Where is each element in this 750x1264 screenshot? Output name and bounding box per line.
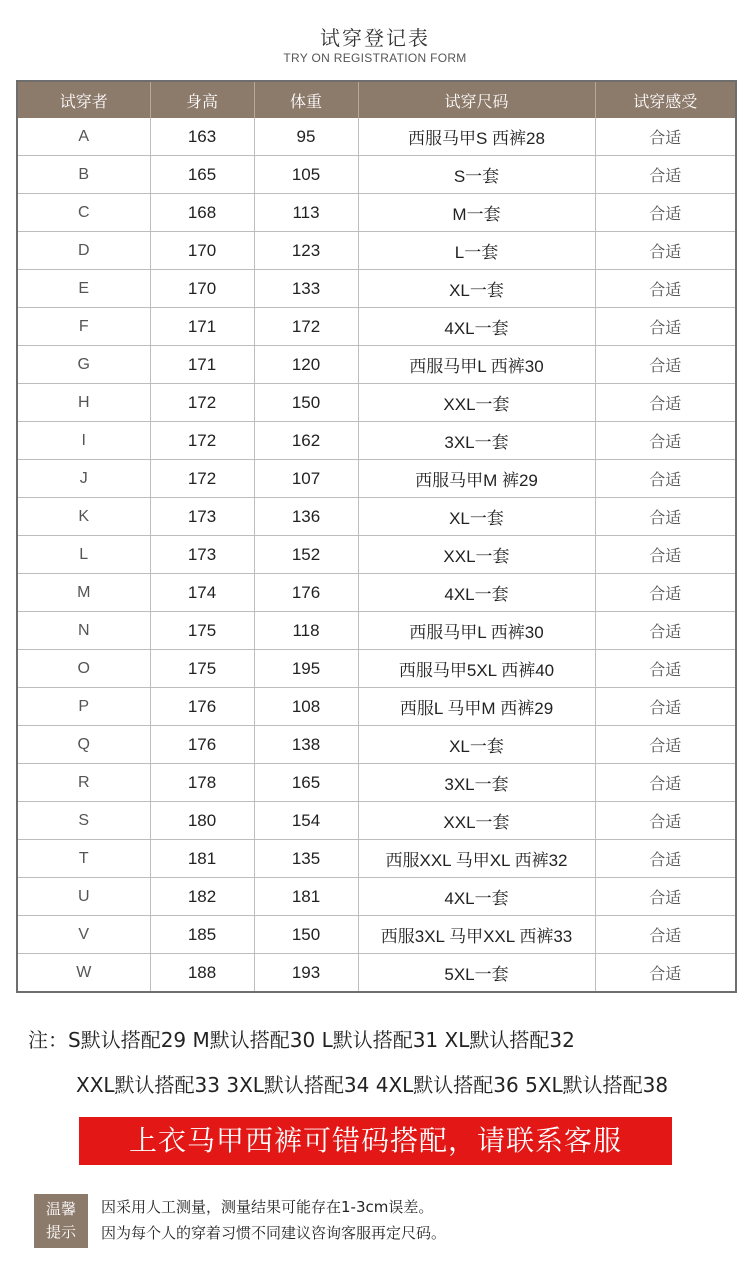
cell-feeling: 合适 — [595, 156, 736, 194]
cell-feeling: 合适 — [595, 232, 736, 270]
cell-height: 168 — [150, 194, 254, 232]
cell-size: 西服XXL 马甲XL 西裤32 — [358, 840, 595, 878]
cell-feeling: 合适 — [595, 308, 736, 346]
cell-tester: W — [17, 954, 150, 993]
column-header-weight: 体重 — [254, 81, 358, 118]
cell-size: 西服3XL 马甲XXL 西裤33 — [358, 916, 595, 954]
cell-weight: 108 — [254, 688, 358, 726]
cell-feeling: 合适 — [595, 118, 736, 156]
cell-feeling: 合适 — [595, 194, 736, 232]
cell-tester: R — [17, 764, 150, 802]
cell-feeling: 合适 — [595, 726, 736, 764]
table-row — [17, 422, 736, 460]
cell-size: 西服马甲5XL 西裤40 — [358, 650, 595, 688]
cell-weight: 176 — [254, 574, 358, 612]
cell-height: 174 — [150, 574, 254, 612]
tip-text-line-1: 因采用人工测量，测量结果可能存在1-3cm误差。 — [101, 1198, 434, 1216]
cell-height: 172 — [150, 422, 254, 460]
cell-size: 3XL一套 — [358, 422, 595, 460]
cell-height: 172 — [150, 384, 254, 422]
cell-tester: I — [17, 422, 150, 460]
cell-tester: N — [17, 612, 150, 650]
cell-feeling: 合适 — [595, 878, 736, 916]
cell-height: 185 — [150, 916, 254, 954]
table-row — [17, 194, 736, 232]
column-header-height: 身高 — [150, 81, 254, 118]
cell-tester: V — [17, 916, 150, 954]
cell-feeling: 合适 — [595, 688, 736, 726]
cell-size: L一套 — [358, 232, 595, 270]
cell-height: 181 — [150, 840, 254, 878]
cell-feeling: 合适 — [595, 536, 736, 574]
table-row — [17, 536, 736, 574]
cell-weight: 113 — [254, 194, 358, 232]
cell-height: 180 — [150, 802, 254, 840]
cell-feeling: 合适 — [595, 916, 736, 954]
column-header-size: 试穿尺码 — [358, 81, 595, 118]
table-row — [17, 612, 736, 650]
cell-feeling: 合适 — [595, 764, 736, 802]
table-row — [17, 118, 736, 156]
table-row — [17, 460, 736, 498]
table-row — [17, 232, 736, 270]
table-row — [17, 954, 736, 993]
cell-size: XXL一套 — [358, 536, 595, 574]
tip-text-line-2: 因为每个人的穿着习惯不同建议咨询客服再定尺码。 — [101, 1224, 447, 1242]
cell-tester: F — [17, 308, 150, 346]
cell-feeling: 合适 — [595, 574, 736, 612]
cell-size: 3XL一套 — [358, 764, 595, 802]
cell-feeling: 合适 — [595, 460, 736, 498]
cell-weight: 105 — [254, 156, 358, 194]
table-row — [17, 688, 736, 726]
cell-tester: O — [17, 650, 150, 688]
tip-label-line-2: 提示 — [45, 1223, 76, 1241]
table-row — [17, 270, 736, 308]
registration-table-container — [16, 80, 735, 993]
cell-size: 西服马甲M 裤29 — [358, 460, 595, 498]
table-row — [17, 916, 736, 954]
cell-tester: S — [17, 802, 150, 840]
cell-weight: 172 — [254, 308, 358, 346]
cell-weight: 118 — [254, 612, 358, 650]
cell-tester: P — [17, 688, 150, 726]
cell-size: S一套 — [358, 156, 595, 194]
cell-feeling: 合适 — [595, 270, 736, 308]
cell-feeling: 合适 — [595, 802, 736, 840]
cell-tester: E — [17, 270, 150, 308]
column-header-feeling: 试穿感受 — [595, 81, 736, 118]
cell-feeling: 合适 — [595, 498, 736, 536]
cell-height: 188 — [150, 954, 254, 993]
cell-tester: C — [17, 194, 150, 232]
cell-height: 170 — [150, 270, 254, 308]
table-row — [17, 878, 736, 916]
cell-size: XXL一套 — [358, 802, 595, 840]
cell-tester: A — [17, 118, 150, 156]
registration-table — [16, 80, 737, 993]
cell-tester: L — [17, 536, 150, 574]
table-row — [17, 574, 736, 612]
cell-weight: 136 — [254, 498, 358, 536]
cell-tester: G — [17, 346, 150, 384]
table-row — [17, 840, 736, 878]
table-row — [17, 384, 736, 422]
table-row — [17, 802, 736, 840]
cell-weight: 165 — [254, 764, 358, 802]
cell-weight: 193 — [254, 954, 358, 993]
note-line-2: XXL默认搭配33 3XL默认搭配34 4XL默认搭配36 5XL默认搭配38 — [76, 1073, 669, 1097]
cell-height: 163 — [150, 118, 254, 156]
table-row — [17, 346, 736, 384]
cell-feeling: 合适 — [595, 346, 736, 384]
cell-tester: D — [17, 232, 150, 270]
cell-size: 西服马甲L 西裤30 — [358, 346, 595, 384]
cell-weight: 120 — [254, 346, 358, 384]
cell-tester: J — [17, 460, 150, 498]
page-subtitle: TRY ON REGISTRATION FORM — [283, 51, 467, 65]
cell-tester: U — [17, 878, 150, 916]
table-body — [17, 118, 736, 992]
cell-height: 165 — [150, 156, 254, 194]
cell-height: 176 — [150, 688, 254, 726]
cell-tester: Q — [17, 726, 150, 764]
cell-weight: 152 — [254, 536, 358, 574]
cell-weight: 162 — [254, 422, 358, 460]
cell-feeling: 合适 — [595, 384, 736, 422]
cell-weight: 135 — [254, 840, 358, 878]
table-row — [17, 764, 736, 802]
cell-weight: 95 — [254, 118, 358, 156]
cell-height: 175 — [150, 612, 254, 650]
cell-size: XL一套 — [358, 726, 595, 764]
cell-height: 171 — [150, 308, 254, 346]
cell-tester: B — [17, 156, 150, 194]
table-row — [17, 498, 736, 536]
note-line-1: 注：S默认搭配29 M默认搭配30 L默认搭配31 XL默认搭配32 — [28, 1028, 575, 1052]
mix-size-banner: 上衣马甲西裤可错码搭配，请联系客服 — [79, 1117, 672, 1165]
cell-feeling: 合适 — [595, 650, 736, 688]
cell-size: 西服马甲L 西裤30 — [358, 612, 595, 650]
cell-weight: 107 — [254, 460, 358, 498]
cell-height: 173 — [150, 536, 254, 574]
cell-size: 4XL一套 — [358, 878, 595, 916]
cell-height: 182 — [150, 878, 254, 916]
cell-height: 176 — [150, 726, 254, 764]
cell-size: XL一套 — [358, 498, 595, 536]
table-header-row — [17, 81, 736, 118]
cell-weight: 123 — [254, 232, 358, 270]
cell-size: 西服L 马甲M 西裤29 — [358, 688, 595, 726]
table-row — [17, 308, 736, 346]
cell-tester: T — [17, 840, 150, 878]
page-title: 试穿登记表 — [320, 26, 430, 50]
cell-tester: M — [17, 574, 150, 612]
table-row — [17, 156, 736, 194]
cell-weight: 181 — [254, 878, 358, 916]
cell-height: 171 — [150, 346, 254, 384]
cell-size: 西服马甲S 西裤28 — [358, 118, 595, 156]
cell-size: XXL一套 — [358, 384, 595, 422]
cell-weight: 133 — [254, 270, 358, 308]
cell-size: 4XL一套 — [358, 574, 595, 612]
cell-height: 172 — [150, 460, 254, 498]
cell-weight: 195 — [254, 650, 358, 688]
table-row — [17, 726, 736, 764]
cell-size: 4XL一套 — [358, 308, 595, 346]
table-row — [17, 650, 736, 688]
cell-weight: 154 — [254, 802, 358, 840]
cell-size: XL一套 — [358, 270, 595, 308]
column-header-tester: 试穿者 — [17, 81, 150, 118]
cell-tester: H — [17, 384, 150, 422]
cell-size: M一套 — [358, 194, 595, 232]
cell-height: 170 — [150, 232, 254, 270]
cell-feeling: 合适 — [595, 840, 736, 878]
cell-size: 5XL一套 — [358, 954, 595, 993]
cell-weight: 138 — [254, 726, 358, 764]
cell-height: 175 — [150, 650, 254, 688]
cell-feeling: 合适 — [595, 612, 736, 650]
cell-feeling: 合适 — [595, 422, 736, 460]
cell-height: 173 — [150, 498, 254, 536]
cell-height: 178 — [150, 764, 254, 802]
tip-label-line-1: 温馨 — [45, 1200, 76, 1218]
cell-tester: K — [17, 498, 150, 536]
cell-feeling: 合适 — [649, 966, 682, 983]
cell-weight: 150 — [254, 384, 358, 422]
tip-label-box — [34, 1194, 88, 1248]
cell-weight: 150 — [254, 916, 358, 954]
